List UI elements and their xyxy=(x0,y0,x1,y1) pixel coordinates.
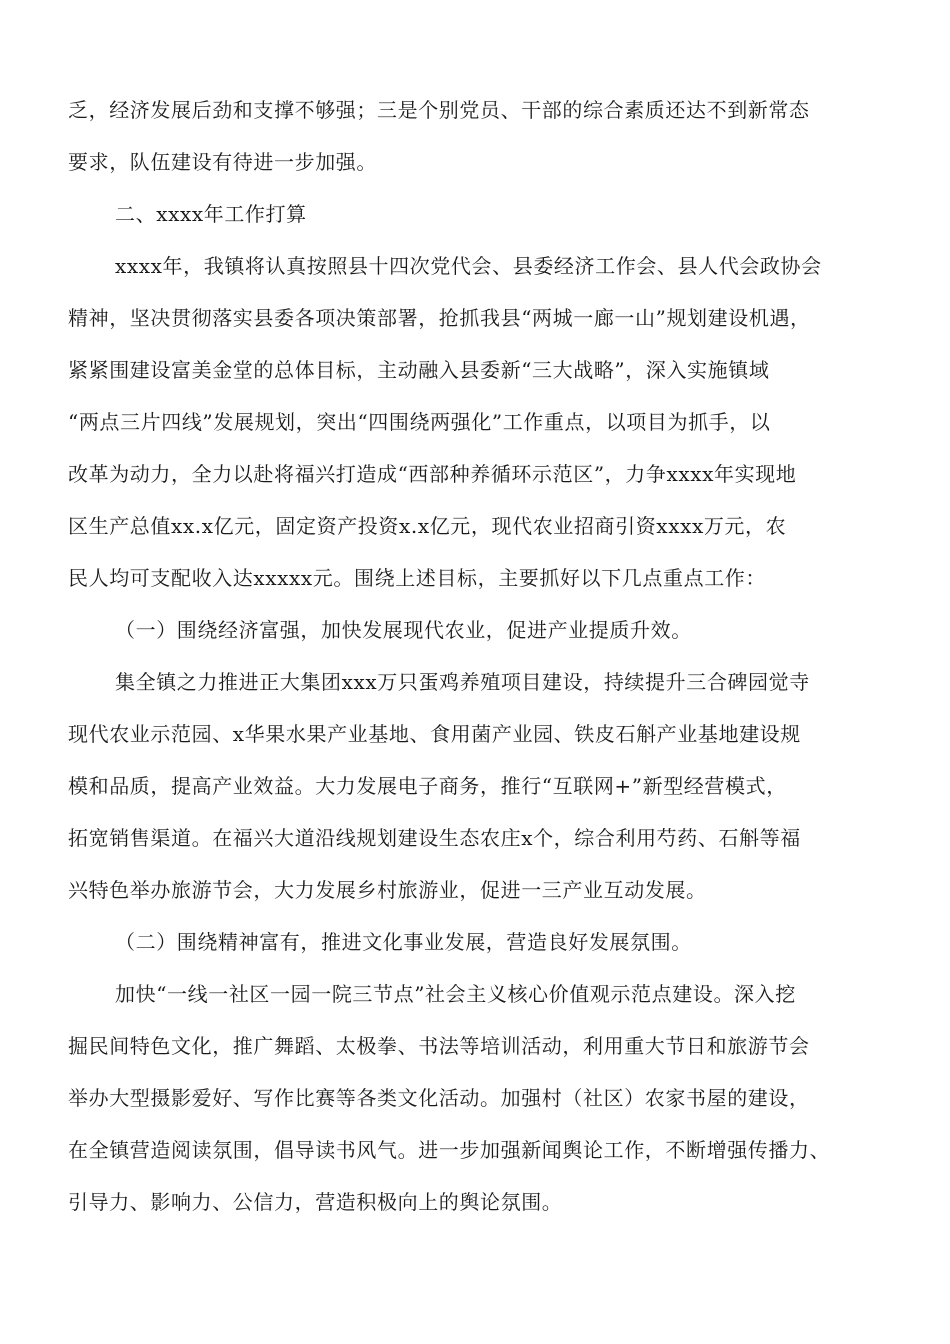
body-line: 掘民间特色文化，推广舞蹈、太极拳、书法等培训活动，利用重大节日和旅游节会 xyxy=(68,1034,810,1058)
body-line: 兴特色举办旅游节会，大力发展乡村旅游业，促进一三产业互动发展。 xyxy=(68,878,707,902)
body-line: 要求，队伍建设有待进一步加强。 xyxy=(68,150,377,174)
body-line: 加快“一线一社区一园一院三节点”社会主义核心价值观示范点建设。深入挖 xyxy=(115,982,796,1006)
body-line: 紧紧围建设富美金堂的总体目标，主动融入县委新“三大战略”，深入实施镇域 xyxy=(68,358,770,382)
body-line: 乏，经济发展后劲和支撑不够强；三是个别党员、干部的综合素质还达不到新常态 xyxy=(68,98,810,122)
body-line: 拓宽销售渠道。在福兴大道沿线规划建设生态农庄x个，综合利用芍药、石斛等福 xyxy=(68,826,801,850)
body-line: 集全镇之力推进正大集团xxx万只蛋鸡养殖项目建设，持续提升三合碑园觉寺 xyxy=(115,670,810,694)
body-line: 现代农业示范园、x华果水果产业基地、食用菌产业园、铁皮石斛产业基地建设规 xyxy=(68,722,801,746)
body-line: xxxx年，我镇将认真按照县十四次党代会、县委经济工作会、县人代会政协会 xyxy=(115,254,822,278)
body-line: 区生产总值xx.x亿元，固定资产投资x.x亿元，现代农业招商引资xxxx万元，农 xyxy=(68,514,787,538)
body-line: 引导力、影响力、公信力，营造积极向上的舆论氛围。 xyxy=(68,1190,563,1214)
body-line: 在全镇营造阅读氛围，倡导读书风气。进一步加强新闻舆论工作，不断增强传播力、 xyxy=(68,1138,831,1162)
body-line: 精神，坚决贯彻落实县委各项决策部署，抢抓我县“两城一廊一山”规划建设机遇， xyxy=(68,306,811,330)
body-line: 举办大型摄影爱好、写作比赛等各类文化活动。加强村（社区）农家书屋的建设， xyxy=(68,1086,810,1110)
section-heading: 二、xxxx年工作打算 xyxy=(115,202,307,226)
subsection-heading: （二）围绕精神富有，推进文化事业发展，营造良好发展氛围。 xyxy=(115,930,692,954)
body-line: 模和品质，提高产业效益。大力发展电子商务，推行“互联网+”新型经营模式， xyxy=(68,774,787,798)
body-line: “两点三片四线”发展规划，突出“四围绕两强化”工作重点，以项目为抓手，以 xyxy=(68,410,771,434)
subsection-heading: （一）围绕经济富强，加快发展现代农业，促进产业提质升效。 xyxy=(115,618,692,642)
body-line: 改革为动力，全力以赴将福兴打造成“西部种养循环示范区”，力争xxxx年实现地 xyxy=(68,462,797,486)
body-line: 民人均可支配收入达xxxxx元。围绕上述目标，主要抓好以下几点重点工作： xyxy=(68,566,766,590)
